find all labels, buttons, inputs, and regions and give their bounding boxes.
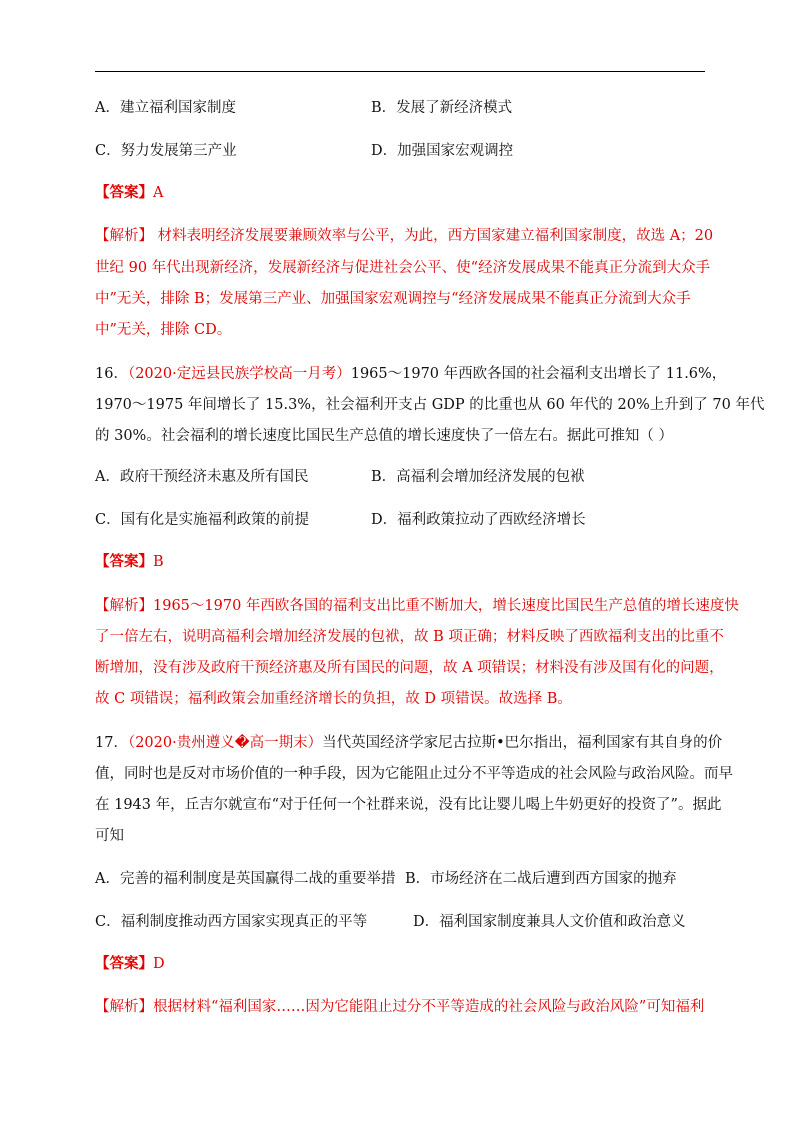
- q17-option-d: D．福利国家制度兼具人文价值和政治意义: [413, 914, 686, 930]
- q16-answer-value: B: [153, 554, 164, 570]
- q16-stem-line: 1970～1975 年间增长了 15.3%，社会福利开支占 GDP 的比重也从 60 年代的 20%上升到了 70 年代: [95, 397, 765, 413]
- q16-number: 16．: [95, 366, 128, 382]
- q16-answer: [95, 552, 164, 572]
- q17-source: （2020·贵州遵义�高一期末）: [127, 735, 323, 751]
- q16-answer-label: 【答案】: [95, 553, 153, 570]
- q15-option-a: A．建立福利国家制度: [95, 100, 236, 116]
- q16-analysis-line: 【解析】1965～1970 年西欧各国的福利支出比重不断加大，增长速度比国民生产总值的增长速度快: [95, 598, 739, 614]
- q16-stem-text: 1965～1970 年西欧各国的社会福利支出增长了 11.6%，: [350, 366, 727, 382]
- q16-analysis-line: 断增加，没有涉及政府干预经济惠及所有国民的问题，故 A 项错误；材料没有涉及国有化的问题，: [95, 660, 724, 676]
- q17-number: 17．: [95, 735, 128, 751]
- q15-answer: [95, 183, 163, 203]
- q15-option-d: D．加强国家宏观调控: [371, 143, 514, 159]
- q15-analysis-line: 中”无关，排除 CD。: [95, 322, 232, 338]
- q17-option-c: C．福利制度推动西方国家实现真正的平等: [95, 914, 368, 930]
- q16-option-a: A．政府干预经济未惠及所有国民: [95, 469, 309, 485]
- q16-stem-first-line: [95, 364, 726, 384]
- header-rule: [95, 71, 705, 72]
- q15-analysis-line: 【解析】 材料表明经济发展要兼顾效率与公平，为此，西方国家建立福利国家制度，故选 A；20: [95, 228, 714, 244]
- q16-source: （2020·定远县民族学校高一月考）: [127, 366, 351, 382]
- q17-stem-line: 在 1943 年，丘吉尔就宣布“对于任何一个社群来说，没有比让婴儿喝上牛奶更好的投资了”。据此: [95, 797, 722, 813]
- q16-stem-line: 的 30%。社会福利的增长速度比国民生产总值的增长速度快了一倍左右。据此可推知（ ）: [95, 428, 673, 444]
- q15-option-c: C．努力发展第三产业: [95, 143, 237, 159]
- q16-analysis-line: 了一倍左右，说明高福利会增加经济发展的包袱，故 B 项正确；材料反映了西欧福利支出的比重不: [95, 629, 724, 645]
- q16-option-d: D．福利政策拉动了西欧经济增长: [371, 512, 586, 528]
- q16-option-c: C．国有化是实施福利政策的前提: [95, 512, 310, 528]
- q17-stem-line: 值，同时也是反对市场价值的一种手段，因为它能阻止过分不平等造成的社会风险与政治风险。而早: [95, 766, 733, 782]
- q17-stem-line: 可知: [95, 828, 124, 844]
- q17-analysis-line: 【解析】根据材料“福利国家……因为它能阻止过分不平等造成的社会风险与政治风险”可知福利: [95, 999, 705, 1015]
- q17-stem-text: 当代英国经济学家尼古拉斯•巴尔指出，福利国家有其自身的价: [322, 735, 723, 751]
- q17-answer: [95, 954, 165, 974]
- q16-analysis-line: 故 C 项错误；福利政策会加重经济增长的负担，故 D 项错误。故选择 B。: [95, 691, 572, 707]
- q15-analysis-line: 世纪 90 年代出现新经济，发展新经济与促进社会公平、使“经济发展成果不能真正分流到大众手: [95, 260, 711, 276]
- q15-option-b: B．发展了新经济模式: [371, 100, 513, 116]
- q15-answer-value: A: [153, 185, 164, 201]
- q17-answer-value: D: [153, 956, 165, 972]
- q17-option-a: A．完善的福利制度是英国赢得二战的重要举措: [95, 871, 396, 887]
- q17-stem-first-line: [95, 733, 722, 753]
- q16-option-b: B．高福利会增加经济发展的包袱: [371, 469, 585, 485]
- q17-option-b: B．市场经济在二战后遭到西方国家的抛弃: [405, 871, 677, 887]
- q15-analysis-line: 中”无关，排除 B；发展第三产业、加强国家宏观调控与“经济发展成果不能真正分流到大众手: [95, 291, 691, 307]
- q17-answer-label: 【答案】: [95, 955, 153, 972]
- q15-answer-label: 【答案】: [95, 184, 153, 201]
